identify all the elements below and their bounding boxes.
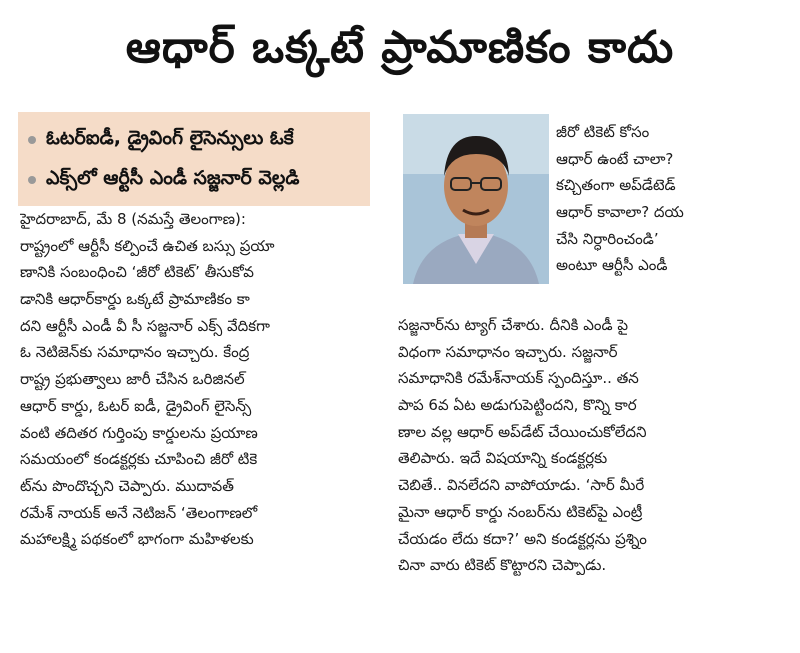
article-line: చేసి నిర్ధారించండి’ xyxy=(556,229,659,248)
article-line: డానికి ఆధార్‌కార్డు ఒక్కటే ప్రామాణికం కా xyxy=(20,290,250,309)
article-line: రాష్ట్ర ప్రభుత్వాలు జారీ చేసిన ఒరిజినల్ xyxy=(20,370,245,389)
article-left-column xyxy=(20,206,372,553)
article-line: సమయంలో కండక్టర్లకు చూపించి జీరో టికె xyxy=(20,450,258,469)
article-line: సజ్జనార్‌ను ట్యాగ్ చేశారు. దీనికి ఎండీ పై xyxy=(398,316,629,334)
article-line: హైదరాబాద్, మే 8 (నమస్తే తెలంగాణ): xyxy=(20,210,246,228)
article-line: ణాల వల్ల ఆధార్ అప్‌డేట్ చేయించుకోలేదని xyxy=(398,422,647,441)
headline: ఆధార్ ఒక్కటే ప్రామాణికం కాదు xyxy=(125,21,675,73)
bullet-dot-icon xyxy=(28,176,36,184)
article-line: తెలిపారు. ఇదే విషయాన్ని కండక్టర్లకు xyxy=(398,449,608,468)
highlight-text: ఓటర్‌ఐడీ, డ్రైవింగ్ లైసెన్సులు ఓకే xyxy=(46,126,294,149)
article-line: మహాలక్ష్మి పథకంలో భాగంగా మహిళలకు xyxy=(20,530,254,549)
article-line: చెబితే.. వినలేదని వాపోయాడు. ‘సార్ మీరే xyxy=(398,476,645,495)
highlights-box xyxy=(18,112,370,206)
article-line: చేయడం లేదు కదా?’ అని కండక్టర్లను ప్రశ్నిం xyxy=(398,529,647,548)
article-line: మైనా ఆధార్ కార్డు నంబర్‌ను టికెట్‌పై ఎంట్రీ xyxy=(398,502,643,521)
article-line: ణానికి సంబంధించి ‘జీరో టికెట్’ తీసుకోవ xyxy=(20,263,254,282)
highlight-text: ఎక్స్‌లో ఆర్టీసీ ఎండీ సజ్జనార్ వెల్లడి xyxy=(46,166,300,189)
article-line: జీరో టికెట్ కోసం xyxy=(556,123,650,141)
article-line: అంటూ ఆర్టీసీ ఎండీ xyxy=(556,256,668,275)
article-line: ఆధార్ కార్డు, ఓటర్ ఐడీ, డ్రైవింగ్ లైసెన్స్ xyxy=(20,396,252,415)
article-line: ఆధార్ ఉంటే చాలా? xyxy=(556,149,674,168)
article-line: సమాధానికి రమేశ్‌నాయక్ స్పందిస్తూ.. తన xyxy=(398,369,639,388)
highlight-item xyxy=(18,120,370,160)
person-photo xyxy=(403,114,549,284)
article-right-bottom-column xyxy=(398,312,786,579)
article-line: రాష్ట్రంలో ఆర్టీసీ కల్పించే ఉచిత బస్సు ప్రయా xyxy=(20,236,275,255)
article-line: చినా వారు టికెట్ కొట్టారని చెప్పాడు. xyxy=(398,556,607,575)
article-line: కచ్చితంగా అప్‌డేటెడ్ xyxy=(556,176,676,195)
article-line: దని ఆర్టీసీ ఎండీ వీ సీ సజ్జనార్ ఎక్స్ వేదికగా xyxy=(20,316,270,335)
article-line: ఆధార్ కావాలా? దయ xyxy=(556,203,684,222)
article-line: ఓ నెటిజెన్‌కు సమాధానం ఇచ్చారు. కేంద్ర xyxy=(20,343,250,362)
article-line: ట్‌ను పొందొచ్చని చెప్పారు. ముదావత్ xyxy=(20,476,234,495)
highlight-item xyxy=(18,160,370,200)
article-line: పాప 6వ ఏట అడుగుపెట్టిందని, కొన్ని కార xyxy=(398,396,637,415)
article-right-top-column xyxy=(556,119,786,279)
article-line: విధంగా సమాధానం ఇచ్చారు. సజ్జనార్ xyxy=(398,342,618,361)
bullet-dot-icon xyxy=(28,136,36,144)
article-line: వంటి తదితర గుర్తింపు కార్డులను ప్రయాణ xyxy=(20,423,258,442)
article-line: రమేశ్ నాయక్ అనే నెటిజన్ ‘తెలంగాణలో xyxy=(20,503,258,522)
